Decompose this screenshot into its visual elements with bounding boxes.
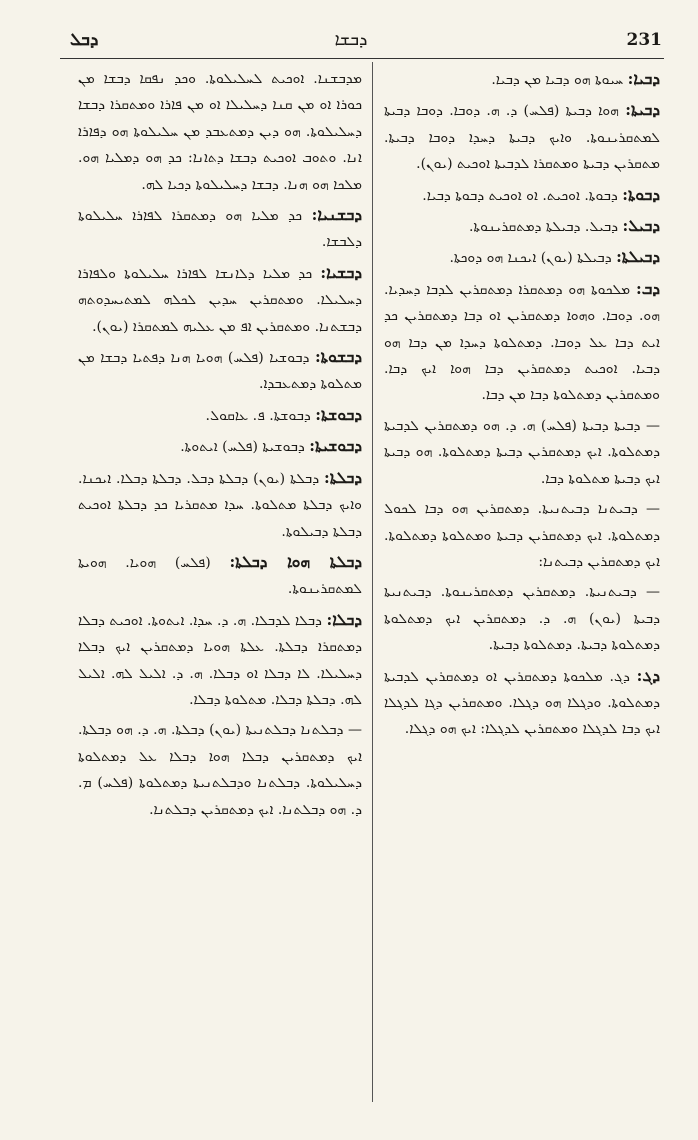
dictionary-entry [384, 413, 660, 492]
entry-definition: — ܕܒܝܬܐ ܕܒܝܬܐ (ܦܠܚ) ܗ. ܕ. ܗܘ ܕܡܬܩܪܝܢ ܠܕܒܝܬܐ ܕܡܬܠܘܬܐ. ܐܝܟ ܕܡܬܩܪܝܢ ܕܒܝܬܐ ܕܡܬܠܘܬܐ. ܗܘ ܕܒܝܬܐ ܐܝܟ ܕܒܝܬܐ ܡܬܠܘܬܐ ܕܒܐ. [384, 417, 660, 487]
dictionary-entry [78, 344, 362, 398]
dictionary-entry [384, 97, 660, 177]
entry-definition: ܕܓ. ܡܠܟܘܬܐ ܕܡܬܩܪܝܢ ܐܘ ܕܡܬܩܪܝܢ ܠܕܒܝܬܐ ܕܡܬܠܘܬܐ. ܘܕܓܠܐ ܗܘ ܕܓܠܐ. ܘܡܬܩܪܝܢ ܕܓܐ ܠܕܓܠܐ ܐܝܟ ܕܒܐ ܠܕܓܠܐ ܘܡܬܩܪܝܢ ܠܕܓܠܐ: ܐܝܟ ܗܘ ܕܓܠܐ. [384, 668, 660, 738]
entry-definition: ܟܕ ܡܠܝܐ ܗܘ ܕܡܬܩܪܐ ܠܦܐܪܐ ܚܠܝܠܘܬܐ ܕܠܒܫܐ. [78, 208, 362, 251]
dictionary-entry [384, 663, 660, 743]
entry-definition: ܕܒܘܫܝܐ (ܦܠܚ) ܗܘܝܐ ܗܢܐ ܕܦܬܝܐ ܕܒܫܐ ܡܢ ܡܬܠܘܬܐ ܕܡܬܥܒܕܐ. [78, 350, 362, 393]
dictionary-entry [78, 66, 362, 198]
dictionary-entry [384, 66, 660, 93]
entry-headword: ܕܒܫܝܐ: [320, 262, 362, 282]
entry-headword: ܕܒܝܠܬܐ: [616, 247, 660, 267]
column-divider [372, 62, 373, 1102]
entry-definition: ܕܒܠܐ ܠܕܒܠܐ. ܗ. ܕ. ܚܕܐ. ܐܝܬܘܬܐ. ܐܘܟܝܬ ܕܒܠܐ ܕܡܬܩܪܐ ܕܒܠܬܐ. ܥܠܬܐ ܗܘܝܐ ܕܡܬܩܪܝܢ ܐܝܟ ܕܒܠܐ ܕܚܠܝܠܐ. ܠܐ ܕܒܠܐ ܐܘ ܕܒܠܐ. ܗ. ܕ. ܐܠܝܠ ܠܗ. ܐܠܝܠ ܠܗ. ܕܒܠܬܐ ܕܒܠܐ. ܡܬܠܘܬܐ ܕܒܠܐ. [78, 612, 362, 708]
entry-definition: ܕܒܠܬܐ (ܝܘܢ) ܕܒܠܬܐ ܕܒܠ. ܕܒܠܬܐ ܕܒܠܐ. ܐܝܟܢܐ. ܘܐܝܟ ܕܒܠܬܐ ܡܬܠܘܬܐ. ܚܕܐ ܡܬܩܪܝܐ ܟܕ ܕܒܠܬܐ ܐܘܟܝܬ ܕܒܠܬܐ ܕܒܝܠܘܬܐ. [78, 470, 362, 540]
entry-headword: ܕܓ: [636, 665, 660, 685]
entry-definition: ܟܕ ܡܠܝܐ ܕܠܐܢܫܐ ܠܦܐܪܐ ܚܠܝܠܘܬܐ ܘܠܦܐܪܐ ܕܚܠܝܠܐ. ܘܡܬܩܪܝܢ ܚܕܝܢ ܠܟܠܗ ܠܡܬܝܚܕܘܬܗ ܕܒܫܬܢܐ. ܘܡܬܩܪܝܢ ܐܦ ܡܢ ܥܠܝܗ ܠܡܬܩܪܐ (ܝܘܢ). [78, 265, 362, 335]
entry-definition: (ܦܠܚ) ܗܘܝܐ. ܗܘܝܬܐ ܠܡܬܩܪܝܢܘܬܐ. [78, 554, 362, 598]
entry-headword: ܕܒܘܬܐ: [622, 184, 660, 204]
entry-headword: ܕܒܠܬܐ ܗܘܐ ܕܒܠܬܐ: [229, 551, 362, 571]
dictionary-entry [384, 182, 660, 209]
dictionary-entry [384, 496, 660, 575]
entry-definition: ܕܒܘܬܐ. ܐܘܟܝܬ. ܐܘ ܐܘܟܝܬ ܕܒܘܬܐ ܕܒܝܐ. [422, 187, 618, 204]
dictionary-entry [384, 276, 660, 409]
dictionary-entry [78, 465, 362, 545]
catchword: ܕܒܠ [70, 30, 99, 50]
entry-definition: ܡܕܒܫܢܐ. ܐܘܟܝܬ ܠܚܠܝܠܘܬܐ. ܘܟܕ ܢܦܩܐ ܕܒܫܐ ܡܢ ܟܘܪܐ ܐܘ ܡܢ ܩܢܐ ܕܚܠܝܠܐ ܐܘ ܡܢ ܦܐܪܐ ܘܡܬܩܪܐ ܕܒܫܐ ܕܚܠܝܠܘܬܐ. ܗܘ ܕܝܢ ܕܡܬܥܒܕ ܡܢ ܚܠܝܠܘܬܐ ܗܘ ܕܦܐܪܐ ܐܢܐ. ܘܬܘܒ ܐܘܟܝܬ ܕܒܫܐ ܕܬܐܢܐ: ܟܕ ܗܘ ܕܡܠܝܐ ܗܘ. ܡܠܟܐ ܗܘ ܗܢܐ. ܕܒܫܐ ܕܚܠܝܠܘܬܐ ܕܟܝܐ ܠܗ. [78, 71, 362, 193]
entry-headword: ܕܒܫܘܬܐ: [314, 347, 363, 367]
right-column [384, 66, 660, 747]
entry-definition: ܡܠܟܘܬܐ ܗܘ ܕܡܬܩܪܐ ܕܡܬܩܪܝܢ ܠܕܒܐ ܕܚܕܝܐ. ܗܘ. ܕܘܒܐ. ܘܗܘܐ ܕܡܬܩܪܝܢ ܐܘ ܕܒܐ ܕܡܬܩܪܝܢ ܟܕ ܐܝܬ ܕܒܐ ܥܠ ܕܘܒܐ. ܕܡܬܠܘܬܐ ܕܚܕܐ ܡܢ ܕܒܐ ܗܘ ܕܒܝܐ. ܐܘܟܝܬ ܕܡܬܩܪܝܢ ܕܒܐ ܗܘܐ ܐܝܟ ܕܒܐ. ܘܡܬܩܪܝܢ ܕܡܬܠܘܬܐ ܕܒܐ ܡܢ ܕܒܐ. [384, 281, 660, 404]
entry-headword: ܕܒܘܫܝܬܐ: [309, 436, 362, 456]
running-header [40, 30, 662, 60]
page-number: 231 [626, 30, 662, 50]
dictionary-entry [78, 260, 362, 340]
entry-definition: ܚܝܘܬܐ ܗܘ ܕܒܝܐ ܡܢ ܕܒܝܐ. [491, 72, 624, 88]
entry-definition: ܕܒܝܠ. ܕܒܝܠܬܐ ܕܡܬܩܪܝܢܘܬܐ. [468, 219, 619, 236]
page-title: ܕܒܫܐ [334, 30, 368, 50]
dictionary-entry [384, 244, 660, 271]
entry-headword: ܕܒܠܐ: [326, 609, 362, 629]
entry-definition: ܕܒܘܫܝܬܐ (ܦܠܚ) ܐܝܬܘܬܐ. [180, 439, 305, 456]
entry-headword: ܕܒܠܬܐ: [324, 467, 362, 487]
dictionary-entry [78, 402, 362, 429]
entry-headword: ܕܒܝܬܐ: [625, 100, 660, 120]
entry-definition: ܕܒܘܫܬܐ. ܦ. ܥܐܩܘܠ. [205, 407, 311, 424]
header-rule [60, 58, 664, 59]
dictionary-entry [78, 549, 362, 603]
entry-headword: ܕܒܘܫܬܐ: [315, 404, 362, 424]
dictionary-entry [78, 433, 362, 460]
entry-headword: ܕܒܫܢܝܐ: [311, 205, 362, 225]
entry-definition: — ܕܒܝܬܢܐ ܕܒܝܬܢܝܬܐ. ܕܡܬܩܪܝܢ ܗܘ ܕܒܐ ܠܟܘܠ ܕܡܬܠܘܬܐ. ܐܝܟ ܕܡܬܩܪܝܢ ܕܒܝܬܐ ܘܡܬܠܘܬܐ ܕܡܬܠܘܬܐ. ܐܝܟ ܕܡܬܩܪܝܢ ܕܒܝܬܢܐ: [384, 501, 660, 570]
entry-definition: — ܕܒܝܬܢܝܬܐ. ܕܡܬܩܪܝܢ ܕܡܬܩܪܝܢܘܬܐ. ܕܒܝܬܢܝܬܐ ܕܒܝܬܐ (ܝܘܢ) ܗ. ܕ. ܕܡܬܩܪܝܢ ܐܝܟ ܕܡܬܠܘܬܐ ܕܡܬܠܘܬܐ ܕܒܝܬܐ. ܕܡܬܠܘܬܐ ܕܒܝܬܐ. [384, 584, 660, 654]
entry-definition: ܕܒܝܠܬܐ (ܝܘܢ) ܐܝܟܢܐ ܗܘ ܕܘܟܬܐ. [449, 250, 612, 267]
dictionary-entry [78, 717, 362, 823]
dictionary-entry [78, 202, 362, 256]
dictionary-entry [78, 607, 362, 714]
dictionary-entry [384, 213, 660, 240]
entry-definition: ܗܘܐ ܕܒܝܬܐ (ܦܠܚ) ܕ. ܗ. ܕܘܒܐ. ܕܘܒܐ ܕܒܝܬܐ ܠܡܬܩܪܝܢܘܬܐ. ܘܐܝܟ ܕܒܝܬܐ ܕܚܕܐ ܕܘܒܐ ܕܒܝܬܐ. ܡܬܩܪܝܢ ܕܒܝܬܐ ܘܡܬܩܪܐ ܠܕܒܝܬܐ ܐܘܟܝܬ (ܝܘܢ). [384, 103, 660, 173]
entry-definition: — ܕܒܠܬܢܐ ܕܒܠܬܢܝܬܐ (ܝܘܢ) ܕܒܠܬܐ. ܗ. ܕ. ܗܘ ܕܒܠܬܐ. ܐܝܟ ܕܡܬܩܪܝܢ ܕܒܠܐ ܗܘܐ ܕܒܠܐ ܥܠ ܕܡܬܠܘܬܐ ܕܚܠܝܠܘܬܐ. ܕܒܠܬܢܐ ܘܕܒܠܬܢܝܬܐ ܕܡܬܠܘܬܐ (ܦܠܚ) ܡ. ܕ. ܗܘ ܕܒܠܬܢܐ. ܐܝܟ ܕܡܬܩܪܝܢ ܕܒܠܬܢܐ. [78, 722, 362, 818]
left-column [78, 66, 362, 827]
entry-headword: ܕܒ: [636, 278, 660, 298]
entry-headword: ܕܒܝܐ: [627, 69, 660, 88]
dictionary-entry [384, 579, 660, 658]
entry-headword: ܕܒܝܠ: [622, 216, 660, 236]
